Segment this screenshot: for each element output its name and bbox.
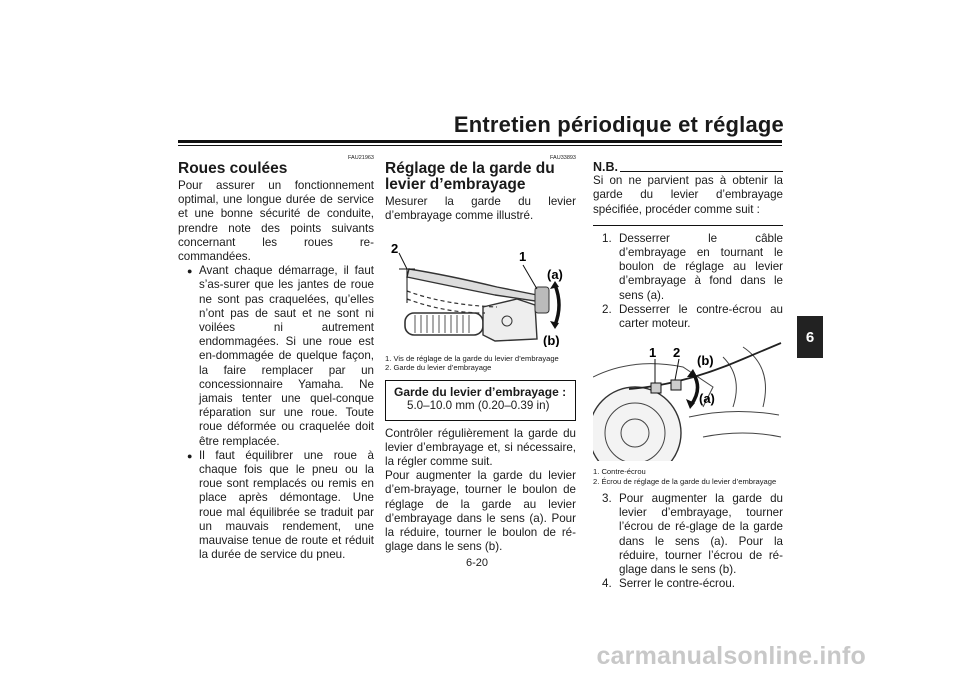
step-text: Desserrer le câble d’embrayage en tournant le boulon de réglage au levier d’embrayage à fond dans le sens (a). (619, 231, 783, 302)
column-wheels (178, 150, 374, 562)
section-title: Roues coulées (178, 160, 288, 177)
steps-list (593, 232, 783, 331)
step-number: 1. (602, 231, 612, 245)
intro-paragraph: Pour assurer un fonctionnement optimal, une longue durée de service et une bonne sécurité de conduite, prendre note des points suivants concernant les roues re-commandées. (178, 179, 374, 264)
figure-label-2: 2 (391, 241, 399, 257)
section-code: FAU33893 (550, 155, 576, 161)
note-rule (620, 171, 783, 172)
step-item (593, 232, 783, 303)
step-item (593, 492, 783, 577)
figure-label-1: 1 (649, 345, 657, 361)
figure-label-a: (a) (547, 267, 563, 283)
paragraph: Contrôler régulièrement la garde du levier d’embrayage et, si nécessaire, la régler comme suit. (385, 426, 576, 469)
step-number: 2. (602, 302, 612, 316)
legend-item: 1. Contre-écrou (593, 467, 646, 477)
figure-label-b: (b) (543, 333, 560, 348)
page-header-title: Entretien périodique et réglage (453, 112, 784, 137)
steps-list (593, 492, 783, 591)
step-number: 3. (602, 492, 612, 506)
note-text: Si on ne parvient pas à obtenir la garde du levier d’embrayage spécifiée, procéder comme suit : (593, 174, 783, 216)
spec-box (385, 380, 576, 420)
legend-item: 2. Écrou de réglage de la garde du levier d’embrayage (593, 476, 777, 486)
locknut-figure (593, 337, 783, 465)
watermark: carmanualsonline.info (596, 642, 866, 670)
note-label: N.B. (593, 160, 618, 174)
column-clutch-lever (385, 150, 576, 554)
spec-value: 5.0–10.0 mm (0.20–0.39 in) (407, 399, 550, 413)
header-rule (178, 140, 782, 143)
page-number: 6-20 (466, 557, 489, 569)
figure-label-a: (a) (699, 391, 715, 407)
legend-item: 2. Garde du levier d’embrayage (385, 362, 492, 372)
step-item (593, 577, 783, 591)
bullet-list (178, 264, 374, 562)
intro-paragraph: Mesurer la garde du levier d’embrayage comme illustré. (385, 195, 576, 223)
bullet-item: ● Il faut équilibrer une roue à chaque fois que le pneu ou la roue sont remplacés ou remis en place après démontage. Une roue mal équilibrée se traduit par un mauvais rendement, une mauvaise tenue de route et réduit la durée de service du pneu. (187, 449, 374, 563)
section-code: FAU21963 (348, 155, 374, 161)
bullet-item: ● Avant chaque démarrage, il faut s’as-surer que les jantes de roue ne sont pas craquelées, qu’elles n’ont pas de saut et ne sont ni voilées ni autrement endommagées. Si une roue est en-dommagée de quelque façon, la faire remplacer par un concessionnaire Yamaha. Ne jamais tenter une quel-conque réparation sur une roue. Toute roue déformée ou craquelée doit être remplacée. (187, 264, 374, 449)
spec-title: Garde du levier d’embrayage : (394, 385, 567, 400)
note-header (593, 160, 783, 174)
paragraph: Pour augmenter la garde du levier d’em-brayage, tourner le boulon de réglage de la garde au levier d’embrayage dans le sens (a). Pour la réduire, tourner le boulon de ré-glage dans le sens (b). (385, 469, 576, 554)
figure-legend (385, 354, 576, 373)
step-text: Desserrer le contre-écrou au carter moteur. (619, 302, 783, 331)
note-end-rule (593, 225, 783, 226)
step-number: 4. (602, 577, 612, 591)
figure-label-2: 2 (673, 345, 681, 361)
section-title: Réglage de la garde du levier d’embrayage (385, 160, 555, 193)
figure-label-1: 1 (519, 249, 527, 265)
figure-legend (593, 467, 783, 486)
clutch-lever-figure (385, 229, 576, 351)
step-item (593, 303, 783, 331)
header-rule-thin (178, 145, 782, 146)
step-text: Serrer le contre-écrou. (619, 577, 735, 591)
chapter-tab[interactable]: 6 (797, 316, 823, 358)
column-note (593, 150, 783, 591)
legend-item: 1. Vis de réglage de la garde du levier d’embrayage (385, 353, 559, 363)
figure-label-b: (b) (697, 353, 714, 369)
step-text: Pour augmenter la garde du levier d’embrayage, tourner l’écrou de ré-glage de la garde dans le sens (a). Pour la réduire, tourner l’écrou de ré-glage dans le sens (b). (619, 492, 783, 577)
